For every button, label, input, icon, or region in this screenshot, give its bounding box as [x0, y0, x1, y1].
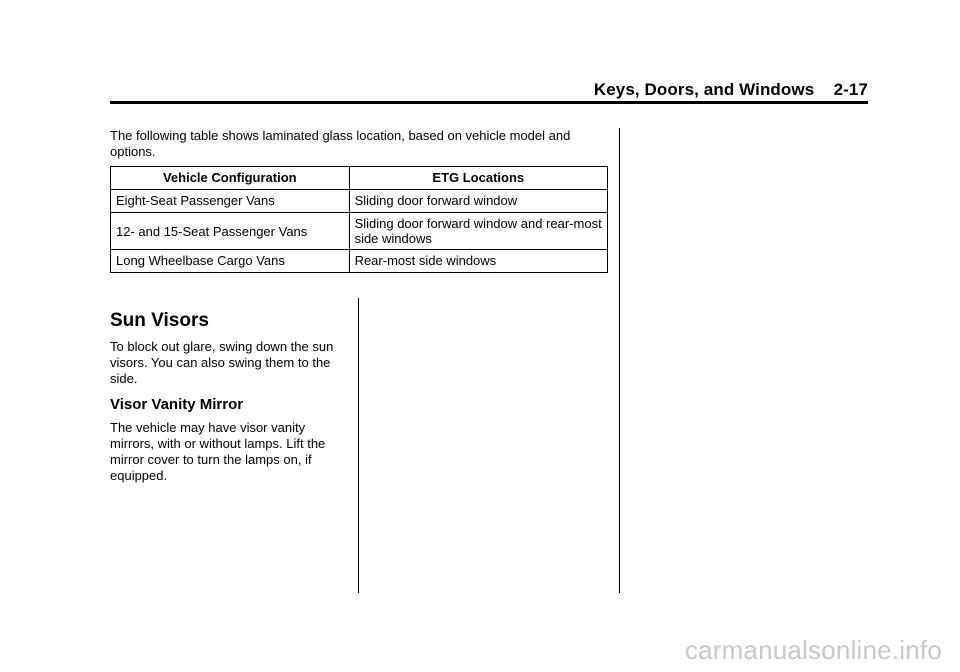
column-divider-left	[358, 298, 359, 593]
table-cell: Sliding door forward window	[349, 190, 607, 213]
visor-vanity-mirror-heading: Visor Vanity Mirror	[110, 396, 244, 413]
table-cell: Sliding door forward window and rear-most side windows	[349, 213, 607, 250]
sun-visors-heading: Sun Visors	[110, 310, 209, 331]
table-row	[111, 213, 608, 250]
table-header-row	[111, 167, 608, 190]
header-rule	[110, 101, 868, 104]
sun-visors-paragraph: To block out glare, swing down the sun visors. You can also swing them to the side.	[110, 339, 334, 386]
intro-paragraph: The following table shows laminated glass location, based on vehicle model and options.	[110, 128, 571, 159]
table-cell: 12- and 15-Seat Passenger Vans	[111, 213, 350, 250]
section-title: Keys, Doors, and Windows 2-17	[593, 80, 868, 99]
table-row	[111, 190, 608, 213]
table-cell: Rear-most side windows	[349, 250, 607, 273]
visor-vanity-mirror-paragraph: The vehicle may have visor vanity mirrors, with or without lamps. Lift the mirror cover to turn the lamps on, if equipped.	[110, 420, 326, 483]
watermark: carmanualsonline.info	[684, 635, 942, 665]
table-cell: Eight-Seat Passenger Vans	[111, 190, 350, 213]
table-cell: Long Wheelbase Cargo Vans	[111, 250, 350, 273]
column-divider-right	[619, 128, 620, 593]
etg-locations-table	[110, 166, 608, 273]
table-header-cell: Vehicle Configuration	[111, 167, 350, 190]
table-header-cell: ETG Locations	[349, 167, 607, 190]
table-row	[111, 250, 608, 273]
